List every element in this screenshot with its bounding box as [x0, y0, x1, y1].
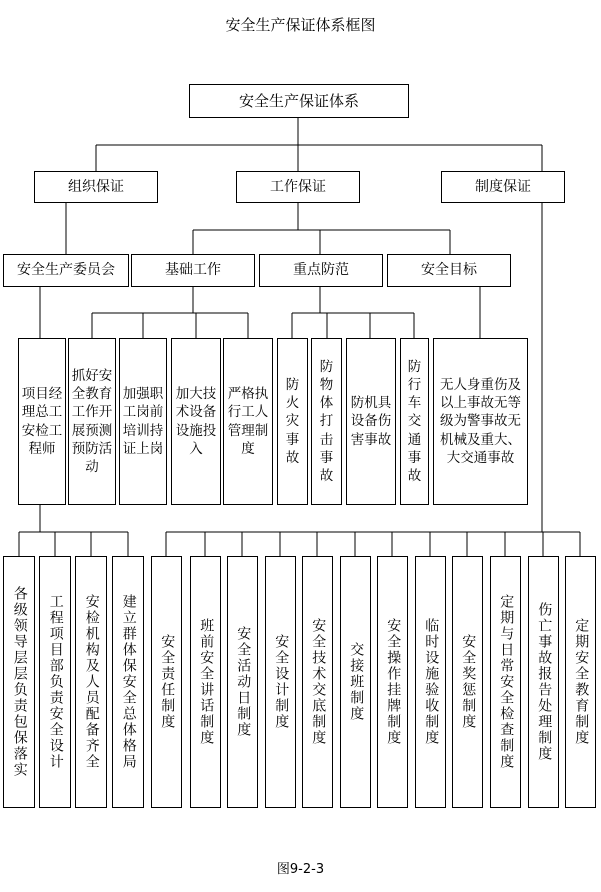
system-guarantee-box: 制度保证 — [441, 171, 565, 203]
safety-committee-box: 安全生产委员会 — [3, 254, 129, 287]
basic-item-box: 抓好安全教育工作开展预测预防活动 — [68, 338, 116, 505]
engineer-box: 项目经理总工安检工程师 — [18, 338, 66, 505]
focus-item-box: 防机具设备伤害事故 — [346, 338, 396, 505]
work-guarantee-box: 工作保证 — [236, 171, 360, 203]
system-item-box: 班前安全讲话制度 — [190, 556, 221, 808]
org-item-box: 工程项目部负责安全设计 — [39, 556, 71, 808]
system-item-box: 安全奖惩制度 — [452, 556, 483, 808]
system-item-box: 安全活动日制度 — [227, 556, 258, 808]
org-item-box: 安检机构及人员配备齐全 — [75, 556, 107, 808]
org-item-box: 建立群体保安全总体格局 — [112, 556, 144, 808]
basic-item-box: 严格执行工人管理制度 — [223, 338, 273, 505]
system-item-box: 定期安全教育制度 — [565, 556, 596, 808]
system-item-box: 安全设计制度 — [265, 556, 296, 808]
basic-work-box: 基础工作 — [131, 254, 255, 287]
figure-caption: 图9-2-3 — [276, 862, 325, 877]
system-item-box: 安全技术交底制度 — [302, 556, 333, 808]
basic-item-box: 加大技术设备设施投入 — [171, 338, 221, 505]
focus-item-box: 防行车交通事故 — [400, 338, 429, 505]
system-item-box: 临时设施验收制度 — [415, 556, 446, 808]
system-item-box: 交接班制度 — [340, 556, 371, 808]
org-guarantee-box: 组织保证 — [34, 171, 158, 203]
focus-item-box: 防火灾事故 — [277, 338, 308, 505]
system-item-box: 安全责任制度 — [151, 556, 182, 808]
focus-prevention-box: 重点防范 — [259, 254, 383, 287]
target-text-box: 无人身重伤及以上事故无等级为警事故无机械及重大、大交通事故 — [433, 338, 528, 505]
org-item-box: 各级领导层层负责包保落实 — [3, 556, 35, 808]
root-box: 安全生产保证体系 — [189, 84, 409, 118]
system-item-box: 安全操作挂牌制度 — [377, 556, 408, 808]
safety-target-box: 安全目标 — [387, 254, 511, 287]
basic-item-box: 加强职工岗前培训持证上岗 — [119, 338, 167, 505]
system-item-box: 定期与日常安全检查制度 — [490, 556, 521, 808]
focus-item-box: 防物体打击事故 — [311, 338, 342, 505]
diagram-title: 安全生产保证体系框图 — [225, 16, 376, 34]
system-item-box: 伤亡事故报告处理制度 — [528, 556, 559, 808]
